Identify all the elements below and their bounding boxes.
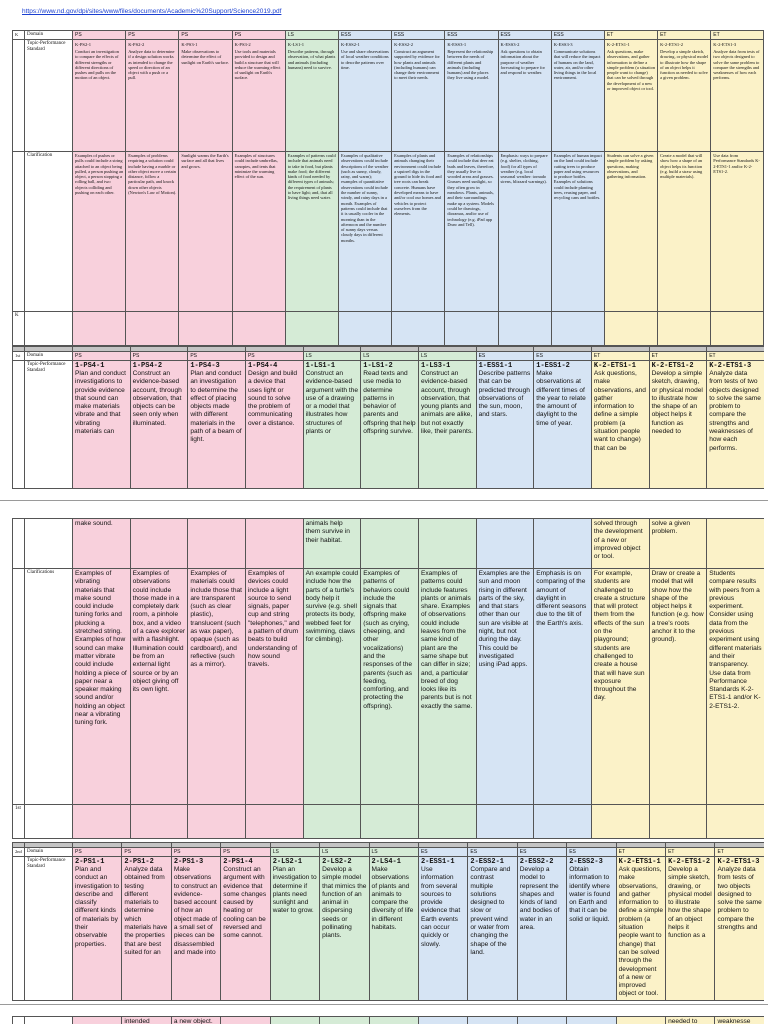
standard-cell-continued — [369, 1017, 418, 1024]
empty-cell — [707, 805, 764, 839]
standard-text: Construct an argument supported by evidence for how plants and animals (including humans) can change their environment to meet their needs. — [394, 49, 440, 81]
standard-cell-continued — [418, 1017, 467, 1024]
empty-cell — [591, 805, 649, 839]
domain-cell: ET — [715, 848, 764, 857]
domain-cell: ET — [591, 352, 649, 361]
standard-code: 1-PS4-1 — [75, 362, 105, 370]
standard-text: Construct an evidence-based account, through observation, that objects can be seen only when illuminated. — [132, 370, 182, 427]
domain-cell: ET — [604, 31, 657, 40]
standard-code: K-PS2-1 — [75, 42, 92, 47]
domain-cell: LS — [270, 848, 319, 857]
empty-cell — [126, 312, 179, 346]
domain-cell: ES — [517, 848, 566, 857]
standard-code: K-2-ETS1-1 — [593, 362, 636, 370]
standard-cell — [179, 40, 232, 152]
clarification-cell: For example, students are challenged to create a structure that will protect them from the effects of the sun on the playground; students are challenged to create a house that will have sun exposure throughout the day. — [591, 569, 649, 805]
standard-cell — [130, 361, 188, 489]
standard-code: K-2-ETS1-3 — [717, 858, 760, 866]
domain-cell: ES — [567, 848, 616, 857]
standard-text: Read texts and use media to determine patterns in behavior of parents and offspring that help offspring survive. — [363, 370, 416, 436]
standard-text: Compare and contrast multiple solutions designed to slow or prevent wind or water from changing the shape of the land. — [470, 866, 511, 956]
clarification-cell: Emphasis is on comparing of the amount of daylight in different seasons due to the tilt of the Earth's axis. — [534, 569, 592, 805]
clarification-cell: Examples of patterns could include that animals need to take in food, but plants make food; the different kinds of food needed by different types of animals; the requirement of plants to have light; and, that all living things need water. — [285, 152, 338, 312]
standard-code: 2-ESS1-1 — [420, 858, 455, 866]
clarification-cell: Use data from Performance Standards K-2-ETS1-1 and/or K-2-ETS1-2. — [711, 152, 764, 312]
standard-code: K-ESS3-2 — [500, 42, 520, 47]
standard-cell-continued — [468, 1017, 517, 1024]
standard-cell — [338, 40, 391, 152]
standard-text: Construct an evidence-based account, through observation, that young plants and animals are alike, but not exactly like, their parents. — [420, 370, 473, 436]
standard-cell — [711, 40, 764, 152]
source-url-link[interactable]: https://www.nd.gov/dpi/sites/www/files/documents/Academic%20Support/Science2019.pdf — [22, 8, 282, 15]
domain-cell: LS — [418, 352, 476, 361]
standard-code: K-ESS3-3 — [553, 42, 573, 47]
standard-cell — [73, 361, 131, 489]
clarification-cell: Draw or create a model that will show how the shape of the object helps it function (e.g. how a tree's roots anchor it to the ground). — [649, 569, 707, 805]
domain-row-label: Domain — [25, 31, 73, 40]
empty-cell — [445, 312, 498, 346]
standard-cell — [534, 361, 592, 489]
clarification-cell: Examples of observations could include those made in a completely dark room, a pinhole box, and a video of a cave explorer with a flashlight. Illumination could be from an external light source or by an object giving off its own light. — [130, 569, 188, 805]
domain-cell: ESS — [498, 31, 551, 40]
standard-text: Use and share observations of local weather conditions to describe patterns over time. — [340, 49, 389, 70]
grade-label: 1st — [13, 352, 25, 361]
standard-cell-continued — [188, 519, 246, 569]
standard-code: 1-PS4-4 — [247, 362, 278, 370]
standard-cell — [221, 857, 270, 1001]
empty-cell — [551, 312, 604, 346]
standard-cell — [715, 857, 764, 1001]
standard-cell-continued: a new object. — [171, 1017, 220, 1024]
standard-code: 2-ESS2-3 — [569, 858, 603, 866]
domain-cell: PS — [73, 352, 131, 361]
standard-text: Develop a model to represent the shapes and kinds of land and bodies of water in an area. — [519, 866, 560, 932]
standard-cell — [551, 40, 604, 152]
standard-cell — [232, 40, 285, 152]
clarification-cell: Sunlight warms the Earth's surface and all that lives and grows. — [179, 152, 232, 312]
standard-text: Make observations at different times of the year to relate the amount of daylight to the time of year. — [536, 370, 586, 427]
standard-code: 1-ESS1-1 — [478, 362, 513, 370]
empty-cell — [476, 805, 534, 839]
standard-text: Make observations of plants and animals to compare the diversity of life in different habitats. — [371, 866, 414, 932]
domain-cell: PS — [126, 31, 179, 40]
empty-cell — [179, 312, 232, 346]
standard-text: Ask questions, make observations, and gather information to define a simple problem (a situation people want to change) that can be solved through the development of a new or improved object or tool. — [618, 866, 663, 998]
clarification-cell: Examples are the sun and moon rising in different parts of the sky, and that stars other than our sun are visible at night, but not during the day. This could be investigated using iPad apps. — [476, 569, 534, 805]
standard-cell — [616, 857, 665, 1001]
empty-cell — [418, 805, 476, 839]
grade-label: K — [13, 312, 25, 346]
standard-code: 2-LS4-1 — [371, 858, 401, 866]
standard-text: Plan an investigation to determine if plants need sunlight and water to grow. — [272, 866, 317, 915]
standard-cell — [303, 361, 361, 489]
clarification-cell: Examples of plants and animals changing their environment could include a squirrel digs in the ground to hide its food and tree roots can break concrete. Humans have developed means to have and/or cool our homes and vehicles to protect ourselves from the elements. — [392, 152, 445, 312]
grade2-table-continued — [12, 1016, 764, 1024]
standard-code: 1-PS4-3 — [190, 362, 220, 370]
standard-text: Develop a simple model that mimics the function of an animal in dispersing seeds or pollinating plants. — [322, 866, 367, 940]
standard-code: 1-LS1-1 — [305, 362, 336, 370]
standard-code: K-2-ETS1-1 — [606, 42, 630, 47]
clarification-cell: Examples of pushes or pulls could include a string attached to an object being pulled, a person pushing an object, a person stopping a rolling ball, and two objects colliding and pushing on each other. — [73, 152, 126, 312]
clarification-cell: Examples of relationships could include that deer eat buds and leaves, therefore, they usually live in wooded areas and grasses. Grasses need sunlight, so they often grow in meadows. Plants, animals, and their surroundings make up a system. Models could be drawings, dioramas, and/or use of technology (e.g. iPad app Draw and Tell). — [445, 152, 498, 312]
standard-cell-continued: solve a given problem. — [649, 519, 707, 569]
standard-text: Use tools and materials provided to design and build a structure that will reduce the warming effect of sunlight on Earth's surface. — [234, 49, 281, 81]
standard-cell — [418, 361, 476, 489]
standard-text: Analyze data to determine if a design solution works as intended to change the speed or direction of an object with a push or a pull. — [128, 49, 175, 81]
domain-cell: ES — [476, 352, 534, 361]
standard-code: 2-PS1-3 — [173, 858, 204, 866]
standard-text: Use information from several sources to provide evidence that Earth events can occur quickly or slowly. — [420, 866, 461, 948]
standard-text: Make observations to construct an evidence-based account of how an object made of a small set of pieces can be disassembled and made into — [173, 866, 218, 956]
clarification-cell: Examples of materials could include those that are transparent (such as clear plastic), translucent (such as wax paper), opaque (such as cardboard), and reflective (such as a mirror). — [188, 569, 246, 805]
standard-cell-continued: needed to — [666, 1017, 715, 1024]
standard-cell-continued: solved through the development of a new or improved object or tool. — [591, 519, 649, 569]
standard-cell — [498, 40, 551, 152]
standard-text: Describe patterns that can be predicted through observations of the sun, moon, and stars. — [478, 370, 531, 419]
standard-text: Develop a simple sketch, drawing, or physical model to illustrate how the shape of an object helps it function as needed to solve a given problem. — [660, 49, 709, 81]
standard-row-label: Topic-Performance Standard — [25, 361, 73, 489]
kindergarten-table — [12, 30, 764, 346]
standard-code: K-2-ETS1-2 — [668, 858, 711, 866]
page-separator — [0, 1004, 768, 1005]
clarification-cell: Emphasis: ways to prepare (e.g. shelter, clothing, food) for all types of weather (e.g. local seasonal weather: tornado sirens, blizzard warnings). — [498, 152, 551, 312]
standard-code: 2-PS1-2 — [124, 858, 154, 866]
standard-cell — [320, 857, 369, 1001]
standard-code: 1-ESS1-2 — [536, 362, 570, 370]
domain-cell: ET — [711, 31, 764, 40]
empty-cell — [303, 805, 361, 839]
standard-text: Plan and conduct an investigation to determine the effect of placing objects made with different materials in the path of a beam of light. — [190, 370, 242, 444]
grade1-table-top — [12, 346, 764, 489]
standard-cell-continued — [616, 1017, 665, 1024]
domain-cell: ESS — [392, 31, 445, 40]
standard-cell — [604, 40, 657, 152]
standard-code: K-ESS3-1 — [447, 42, 467, 47]
domain-cell: ET — [666, 848, 715, 857]
domain-cell: ESS — [445, 31, 498, 40]
standard-cell-continued: weaknesse — [715, 1017, 764, 1024]
standard-cell — [361, 361, 419, 489]
standard-cell — [418, 857, 467, 1001]
standard-text: Analyze data from tests of two objects designed to solve the same problem to compare the strengths and weaknesses of how each performs. — [709, 370, 761, 452]
domain-cell: PS — [232, 31, 285, 40]
grade2-table — [12, 842, 764, 1001]
standard-text: Plan and conduct investigations to provide evidence that sound can make materials vibrate and that vibrating materials can — [75, 370, 126, 436]
standard-cell — [285, 40, 338, 152]
standard-text: Conduct an investigation to compare the effects of different strengths or different directions of pushes and pulls on the motion of an object. — [75, 49, 119, 81]
domain-cell: LS — [285, 31, 338, 40]
standard-text: Analyze data from tests of two objects designed to solve the same problem to compare the strengths and — [717, 866, 762, 932]
standard-cell — [591, 361, 649, 489]
clarification-cell: Students can solve a given simple problem by asking questions, making observations, and gathering information. — [604, 152, 657, 312]
standard-cell — [270, 857, 319, 1001]
standard-cell-continued — [270, 1017, 319, 1024]
standard-code: 2-PS1-4 — [223, 858, 253, 866]
standard-text: Ask questions, make observations, and gather information to define a simple problem (a situation people want to change) that can be — [593, 370, 646, 452]
standard-cell-continued — [320, 1017, 369, 1024]
standard-code: K-PS2-2 — [128, 42, 145, 47]
standard-cell — [369, 857, 418, 1001]
clarification-cell: Students compare results with peers from a previous experiment. Consider using data from the previous experiment using different materials and their transparency. Use data from Performance Standards K-2-ETS1-1 and/or K-2-ETS1-2. — [707, 569, 764, 805]
page-separator — [0, 500, 768, 501]
standard-cell — [392, 40, 445, 152]
domain-cell: PS — [171, 848, 220, 857]
standard-cell — [73, 40, 126, 152]
standard-text: Analyze data obtained from testing different materials to determine which materials have the properties that are best suited for an — [124, 866, 168, 956]
clarification-cell: Examples of patterns could include features plants or animals share. Examples of observations could include leaves from the same kind of plant are the same shape but can differ in size; and, a particular breed of dog looks like its parents but is not exactly the same. — [418, 569, 476, 805]
standard-cell — [188, 361, 246, 489]
standard-cell-continued — [707, 519, 764, 569]
domain-cell: PS — [130, 352, 188, 361]
standard-code: K-PS3-1 — [181, 42, 198, 47]
standard-text: Obtain information to identify where water is found on Earth and that it can be solid or liquid. — [569, 866, 611, 923]
standard-text: Describe patterns, through observation, of what plants and animals (including humans) need to survive. — [287, 49, 336, 70]
grade1-table-continued — [12, 518, 764, 839]
clarification-cell: Examples of devices could include a light source to send signals, paper cup and string "telephones," and a pattern of drum beats to build understanding of how sound travels. — [245, 569, 303, 805]
standard-cell-continued — [567, 1017, 616, 1024]
standard-code: 2-ESS2-2 — [519, 858, 554, 866]
empty-cell — [338, 312, 391, 346]
domain-cell: LS — [361, 352, 419, 361]
standard-cell — [707, 361, 764, 489]
clarification-cell: An example could include how the parts of a turtle's body help it survive (e.g. shell protects its body, webbed feet for swimming, claws for climbing). — [303, 569, 361, 805]
clarification-row-label: Clarifications — [25, 569, 73, 805]
standard-cell — [517, 857, 566, 1001]
standard-code: K-2-ETS1-3 — [713, 42, 737, 47]
grade-label: K — [13, 31, 25, 40]
standard-cell-continued — [73, 1017, 122, 1024]
empty-cell — [245, 805, 303, 839]
domain-cell: ET — [649, 352, 707, 361]
standard-cell — [171, 857, 220, 1001]
standard-cell — [445, 40, 498, 152]
domain-cell: PS — [122, 848, 171, 857]
domain-cell: ET — [707, 352, 764, 361]
empty-cell — [232, 312, 285, 346]
domain-cell: LS — [320, 848, 369, 857]
domain-cell: ET — [658, 31, 711, 40]
domain-cell: PS — [245, 352, 303, 361]
standard-code: K-PS3-2 — [234, 42, 251, 47]
clarification-row-label: Clarification — [25, 152, 73, 312]
standard-code: 2-PS1-1 — [75, 858, 105, 866]
standard-code: 2-LS2-1 — [272, 858, 303, 866]
empty-cell — [604, 312, 657, 346]
standard-code: K-LS1-1 — [287, 42, 305, 47]
clarification-cell: Examples of vibrating materials that make sound could include tuning forks and plucking a stretched string. Examples of how sound can make matter vibrate could include holding a piece of paper near a speaker making sound and/or holding an object near a vibrating tuning fork. — [73, 569, 131, 805]
standard-code: 1-PS4-2 — [132, 362, 163, 370]
standard-code: K-2-ETS1-3 — [709, 362, 752, 370]
domain-cell: ES — [418, 848, 467, 857]
standard-text: Ask questions, make observations, and gather information to define a simple problem (a situation people want to change) that can be solved through the development of a new or improved object or tool. — [606, 49, 656, 92]
clarification-cell: Examples of human impact on the land could include cutting trees to produce paper and using resources to produce bottles. Examples of solutions could include planting trees, reusing paper, and recycling cans and bottles. — [551, 152, 604, 312]
standard-cell-continued — [245, 519, 303, 569]
domain-cell: LS — [369, 848, 418, 857]
domain-cell: ESS — [551, 31, 604, 40]
standard-code: 2-ESS2-1 — [470, 858, 504, 866]
standard-cell — [666, 857, 715, 1001]
standard-code: K-2-ETS1-2 — [651, 362, 694, 370]
standard-text: Develop a simple sketch, drawing, or physical model to illustrate how the shape of an object helps it function as needed to — [651, 370, 703, 436]
standard-cell — [122, 857, 171, 1001]
standard-cell-continued — [418, 519, 476, 569]
standard-cell — [73, 857, 122, 1001]
standard-text: Represent the relationship between the needs of different plants and animals (including humans) and the places they live using a model. — [447, 49, 494, 81]
standard-cell — [468, 857, 517, 1001]
standard-text: Ask questions to obtain information about the purpose of weather forecasting to prepare for and respond to weather. — [500, 49, 545, 76]
clarification-cell: Examples of structures could include umbrellas, canopies, and tents that minimize the warming effect of the sun. — [232, 152, 285, 312]
domain-cell: LS — [303, 352, 361, 361]
clarification-cell: Create a model that will show how a shape of an object helps its function (e.g. build a straw using multiple materials). — [658, 152, 711, 312]
empty-cell — [498, 312, 551, 346]
empty-cell — [649, 805, 707, 839]
standard-cell — [658, 40, 711, 152]
standard-code: 1-LS1-2 — [363, 362, 393, 370]
domain-cell: PS — [221, 848, 270, 857]
empty-cell — [711, 312, 764, 346]
standard-text: Analyze data from tests of two objects designed to solve the same problem to compare the strengths and weaknesses of how each performs. — [713, 49, 760, 81]
empty-cell — [130, 805, 188, 839]
clarification-cell: Examples of problems requiring a solution could include having a marble or other object move a certain distance, follow a particular path, and knock down other objects (Newton's Law of Motion). — [126, 152, 179, 312]
standard-cell — [476, 361, 534, 489]
grade-label: 1st — [13, 805, 25, 839]
empty-cell — [658, 312, 711, 346]
standard-cell — [245, 361, 303, 489]
domain-row-label: Domain — [25, 352, 73, 361]
empty-cell — [285, 312, 338, 346]
standard-code: K-ESS2-2 — [394, 42, 414, 47]
standard-code: 1-LS3-1 — [420, 362, 451, 370]
standard-code: K-2-ETS1-1 — [618, 858, 661, 866]
domain-cell: ESS — [338, 31, 391, 40]
standard-code: 2-LS2-2 — [322, 858, 352, 866]
empty-cell — [534, 805, 592, 839]
standard-row-label: Topic-Performance Standard — [25, 857, 73, 1001]
standard-text: Develop a simple sketch, drawing, or physical model to illustrate how the shape of an object helps it function as a — [668, 866, 712, 940]
grade-label: 2nd — [13, 848, 25, 857]
empty-cell — [361, 805, 419, 839]
clarification-cell: Examples of patterns of behaviors could include the signals that offspring make (such as crying, cheeping, and other vocalizations) and the responses of the parents (such as feeding, comforting, and protecting the offspring). — [361, 569, 419, 805]
standard-text: Make observations to determine the effect of sunlight on Earth's surface. — [181, 49, 229, 65]
standard-cell-continued — [476, 519, 534, 569]
standard-cell-continued: intended — [122, 1017, 171, 1024]
standard-cell-continued — [534, 519, 592, 569]
empty-cell — [73, 312, 126, 346]
domain-cell: ET — [616, 848, 665, 857]
domain-cell: PS — [188, 352, 246, 361]
standard-cell-continued — [130, 519, 188, 569]
standard-cell-continued — [517, 1017, 566, 1024]
domain-cell: PS — [73, 31, 126, 40]
standard-text: Communicate solutions that will reduce the impact of humans on the land, water, air, and/or other living things in the local environment. — [553, 49, 601, 81]
standard-text: Construct an argument with evidence that some changes caused by heating or cooling can be reversed and some cannot. — [223, 866, 267, 940]
domain-cell: PS — [179, 31, 232, 40]
empty-cell — [73, 805, 131, 839]
standard-code: K-ESS2-1 — [340, 42, 360, 47]
standard-cell-continued: make sound. — [73, 519, 131, 569]
domain-cell: ES — [534, 352, 592, 361]
domain-cell: PS — [73, 848, 122, 857]
clarification-cell: Examples of qualitative observations could include descriptions of the weather (such as sunny, cloudy, rainy, and warm); examples of quantitative observations could include the number of sunny, windy, and rainy days in a month. Examples of patterns could include that it is usually cooler in the morning than in the afternoon and the number of sunny days versus cloudy days in different months. — [338, 152, 391, 312]
standard-cell-continued — [221, 1017, 270, 1024]
standard-cell — [649, 361, 707, 489]
standard-text: Design and build a device that uses light or sound to solve the problem of communicating over a distance. — [247, 370, 298, 427]
standard-text: Plan and conduct an investigation to describe and classify different kinds of materials by their observable properties. — [75, 866, 119, 948]
standard-cell-continued: animals help them survive in their habitat. — [303, 519, 361, 569]
standard-row-label: Topic-Performance Standard — [25, 40, 73, 152]
domain-cell: ES — [468, 848, 517, 857]
standard-code: K-2-ETS1-2 — [660, 42, 684, 47]
standard-cell — [126, 40, 179, 152]
empty-cell — [188, 805, 246, 839]
empty-cell — [392, 312, 445, 346]
standard-cell — [567, 857, 616, 1001]
domain-row-label: Domain — [25, 848, 73, 857]
standard-cell-continued — [361, 519, 419, 569]
standard-text: Construct an evidence-based argument with the use of a drawing or a model that illustrates how structures of plants or — [305, 370, 359, 436]
